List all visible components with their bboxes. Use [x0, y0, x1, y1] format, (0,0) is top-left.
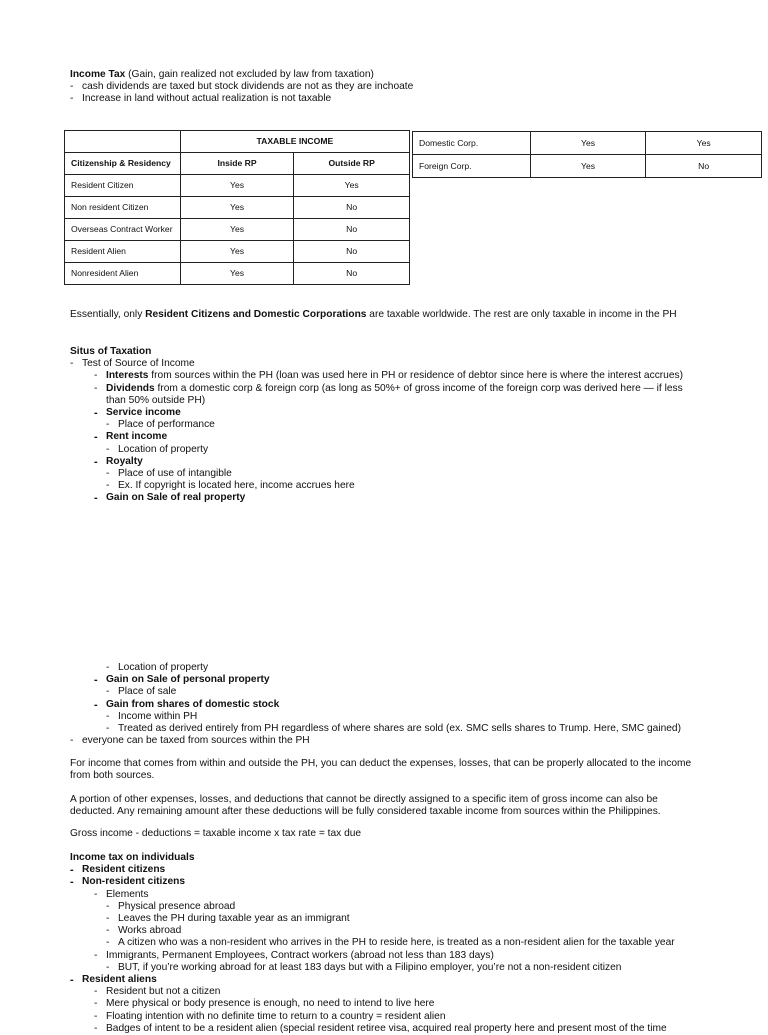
- list-item: - BUT, if you’re working abroad for at least 183 days but with a Filipino employer, you’re not a non-resident citizen: [106, 961, 622, 973]
- cell-inside: Yes: [180, 241, 294, 263]
- intro-heading: [70, 69, 702, 81]
- intro-section: [70, 69, 702, 106]
- list-item: - Gain from shares of domestic stock: [94, 698, 280, 711]
- list-item: - Physical presence abroad: [106, 900, 236, 912]
- bullet-text: Mere physical or body presence is enough, no need to intend to live here: [106, 998, 435, 1010]
- row-label: Domestic Corp.: [413, 132, 531, 155]
- table-row: [65, 241, 410, 263]
- allocation-paragraph: A portion of other expenses, losses, and deductions that cannot be directly assigned to a specific item of gross income can also be deducted. Any remaining amount after these deductions will be fully considered taxable income from sources within the Philippines.: [70, 794, 661, 818]
- cell-outside: Yes: [294, 175, 410, 197]
- bullet-bold: Rent income: [106, 431, 168, 443]
- list-item: - Place of use of intangible: [106, 468, 232, 480]
- table-row: [413, 132, 762, 155]
- bullet-bold: Service income: [106, 407, 181, 419]
- bullet-text: BUT, if you’re working abroad for at least 183 days but with a Filipino employer, you’re not a non-resident citizen: [118, 961, 622, 973]
- list-item: - Location of property: [106, 662, 209, 673]
- list-item: - Gain on Sale of real property: [94, 492, 246, 505]
- bullet-text: everyone can be taxed from sources within the PH: [82, 735, 310, 747]
- bullet-bold: Resident citizens: [82, 864, 166, 876]
- table-corner-cell: [65, 131, 181, 153]
- list-item: - Rent income: [94, 431, 168, 444]
- cell-outside: Yes: [646, 132, 762, 155]
- income-tax-title: Income Tax: [70, 69, 126, 80]
- bullet-bold: Royalty: [106, 455, 143, 467]
- list-item: - Works abroad: [106, 925, 182, 937]
- bullet-bold: Resident aliens: [82, 974, 157, 986]
- list-item: - Immigrants, Permanent Employees, Contract workers (abroad not less than 183 days): [94, 949, 494, 961]
- table-row: [65, 219, 410, 241]
- bullet-text: Leaves the PH during taxable year as an immigrant: [118, 913, 350, 925]
- list-item: - Location of property: [106, 443, 209, 455]
- worldwide-taxable-paragraph: [70, 309, 694, 321]
- bullet-text: Physical presence abroad: [118, 900, 236, 912]
- bullet-text: Place of performance: [118, 419, 215, 431]
- row-label: Resident Citizen: [65, 175, 181, 197]
- row-label: Overseas Contract Worker: [65, 219, 181, 241]
- bullet-text: Test of Source of Income: [82, 358, 195, 370]
- list-item: - Resident citizens: [70, 864, 166, 877]
- cell-inside: Yes: [180, 263, 294, 285]
- bullet-text: Location of property: [118, 662, 209, 673]
- list-item: - Non-resident citizens: [70, 876, 186, 889]
- cell-inside: Yes: [530, 155, 646, 178]
- list-item: - Interests from sources within the PH (loan was used here in PH or residence of debtor since here is where the interest accrues): [94, 370, 683, 382]
- list-item: - Treated as derived entirely from PH regardless of where shares are sold (ex. SMC sells shares to Trump. Here, SMC gained): [106, 723, 681, 735]
- list-item: - A citizen who was a non-resident who arrives in the PH to reside here, is treated as a non-resident alien for the taxable year: [106, 937, 675, 949]
- row-label: Resident Alien: [65, 241, 181, 263]
- cell-inside: Yes: [180, 175, 294, 197]
- column-header: Inside RP: [180, 153, 294, 175]
- bullet-text: Immigrants, Permanent Employees, Contract workers (abroad not less than 183 days): [106, 949, 494, 961]
- list-item: - Leaves the PH during taxable year as an immigrant: [106, 913, 350, 925]
- bullet-bold: Gain on Sale of real property: [106, 492, 246, 504]
- cell-outside: No: [294, 241, 410, 263]
- bullet-text: Place of use of intangible: [118, 468, 232, 480]
- bullet-text: Ex. If copyright is located here, income accrues here: [118, 480, 355, 492]
- row-label: Foreign Corp.: [413, 155, 531, 178]
- list-item: - cash dividends are taxed but stock dividends are not as they are inchoate: [70, 81, 414, 93]
- bullet-text: Floating intention with no definite time to return to a country = resident alien: [106, 1010, 446, 1022]
- individuals-taxable-income-table: [64, 130, 410, 285]
- deductions-paragraph: For income that comes from within and outside the PH, you can deduct the expenses, losses, that can be properly allocated to the income from both sources.: [70, 758, 692, 782]
- income-tax-definition: (Gain, gain realized not excluded by law from taxation): [125, 69, 374, 80]
- corporations-taxable-income-table: [412, 131, 762, 178]
- list-item: - Dividends from a domestic corp & foreign corp (as long as 50%+ of gross income of the foreign corp was derived here — if less than 50% outside PH): [94, 382, 683, 406]
- list-item: - Mere physical or body presence is enough, no need to intend to live here: [94, 998, 435, 1010]
- list-item: - Ex. If copyright is located here, income accrues here: [106, 480, 355, 492]
- bullet-text: Treated as derived entirely from PH regardless of where shares are sold (ex. SMC sells shares to Trump. Here, SMC gained): [118, 723, 681, 735]
- list-item: - Gain on Sale of personal property: [94, 674, 270, 687]
- cell-inside: Yes: [530, 132, 646, 155]
- list-item: - Increase in land without actual realization is not taxable: [70, 93, 332, 105]
- row-label: Nonresident Alien: [65, 263, 181, 285]
- bullet-text: Increase in land without actual realization is not taxable: [82, 93, 332, 105]
- table-row: [65, 175, 410, 197]
- table-row: [65, 263, 410, 285]
- list-item: - Test of Source of Income: [70, 358, 195, 370]
- table-row: [413, 155, 762, 178]
- bullet-bold: Interests: [106, 370, 149, 382]
- paragraph-text: are taxable worldwide. The rest are only taxable in income in the PH: [366, 309, 677, 320]
- bullet-text: cash dividends are taxed but stock dividends are not as they are inchoate: [82, 81, 414, 93]
- list-item: - everyone can be taxed from sources within the PH: [70, 735, 310, 747]
- table-row: [65, 197, 410, 219]
- bullet-text: Place of sale: [118, 686, 177, 698]
- taxable-income-header: TAXABLE INCOME: [180, 131, 409, 153]
- bullet-text: Badges of intent to be a resident alien (special resident retiree visa, acquired real property here and present most of the time: [106, 1022, 667, 1034]
- list-item: - Royalty: [94, 455, 143, 468]
- bullet-text: Location of property: [118, 443, 209, 455]
- cell-inside: Yes: [180, 197, 294, 219]
- bullet-text: Works abroad: [118, 925, 182, 937]
- cell-outside: No: [294, 197, 410, 219]
- individuals-title: Income tax on individuals: [70, 852, 195, 863]
- list-item: - Badges of intent to be a resident alien (special resident retiree visa, acquired real property here and present most of the time: [94, 1022, 667, 1034]
- list-item: - Place of sale: [106, 686, 177, 698]
- bullet-bold: Non-resident citizens: [82, 876, 186, 888]
- tax-formula: Gross income - deductions = taxable income x tax rate = tax due: [70, 828, 362, 839]
- paragraph-text: Essentially, only: [70, 309, 146, 320]
- situs-title: Situs of Taxation: [70, 346, 152, 357]
- list-item: - Resident but not a citizen: [94, 986, 221, 998]
- cell-outside: No: [646, 155, 762, 178]
- situs-section: [70, 346, 696, 505]
- row-label: Non resident Citizen: [65, 197, 181, 219]
- bullet-text: A citizen who was a non-resident who arrives in the PH to reside here, is treated as a non-resident alien for the taxable year: [118, 937, 675, 949]
- list-item: - Service income: [94, 407, 181, 420]
- bullet-text: Resident but not a citizen: [106, 986, 221, 998]
- bullet-text: Elements: [106, 888, 149, 900]
- individuals-section: [70, 852, 710, 1035]
- bullet-text: from sources within the PH (loan was used here in PH or residence of debtor since here is where the interest accrues): [148, 370, 683, 382]
- paragraph-emphasis: Resident Citizens and Domestic Corporations: [145, 309, 367, 320]
- column-header: Outside RP: [294, 153, 410, 175]
- list-item: - Place of performance: [106, 419, 215, 431]
- bullet-bold: Gain on Sale of personal property: [106, 674, 270, 686]
- cell-inside: Yes: [180, 219, 294, 241]
- bullet-bold: Dividends: [106, 382, 155, 394]
- list-item: - Resident aliens: [70, 974, 157, 987]
- bullet-text: from a domestic corp & foreign corp (as long as 50%+ of gross income of the foreign corp was derived here — if less than 50% outside PH): [106, 382, 683, 406]
- list-item: - Income within PH: [106, 710, 198, 722]
- list-item: - Elements: [94, 888, 149, 900]
- column-header: Citizenship & Residency: [65, 153, 181, 175]
- situs-continuation: [70, 662, 696, 747]
- list-item: - Floating intention with no definite time to return to a country = resident alien: [94, 1010, 446, 1022]
- bullet-text: Income within PH: [118, 710, 198, 722]
- cell-outside: No: [294, 263, 410, 285]
- cell-outside: No: [294, 219, 410, 241]
- bullet-bold: Gain from shares of domestic stock: [106, 698, 280, 710]
